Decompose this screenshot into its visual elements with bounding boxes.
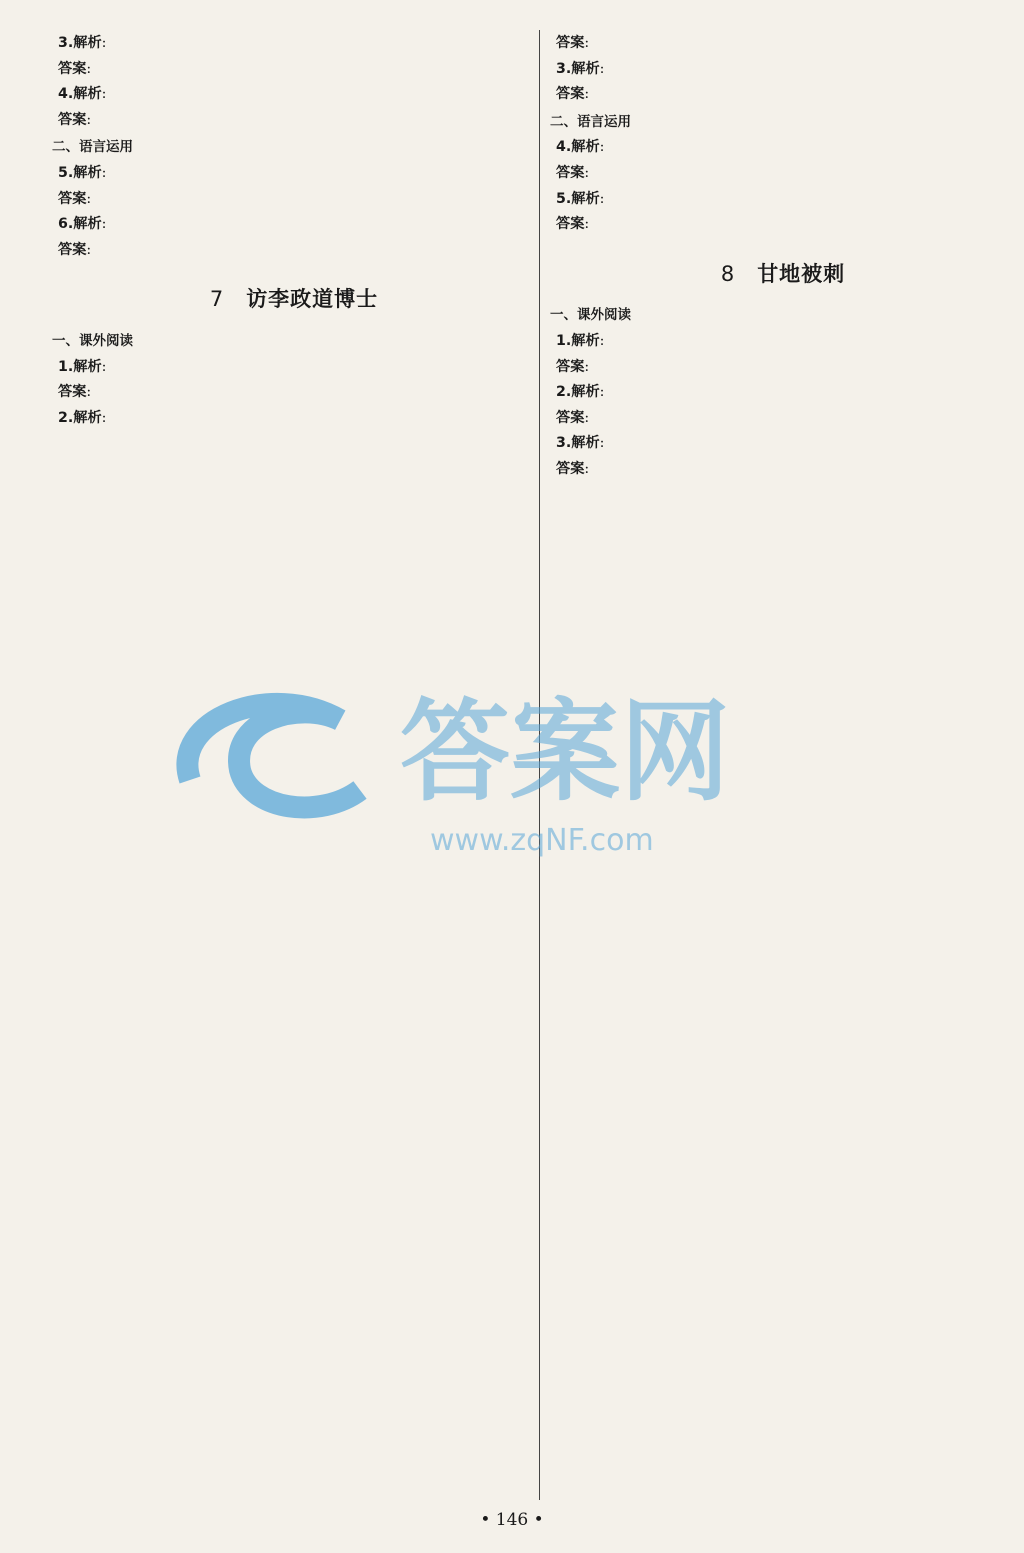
answer-label: 答案 (556, 164, 585, 181)
question-number: 1. (58, 358, 74, 375)
analysis-label: 解析 (571, 435, 600, 452)
answer-item-6: 6.解析: (58, 216, 107, 233)
answer-label: 答案 (58, 241, 87, 258)
answer-label: 答案 (556, 460, 585, 477)
answer-block: 答案: (58, 384, 92, 401)
answer-item-3: 3.解析: (556, 435, 605, 452)
question-number: 6. (58, 216, 74, 233)
answer-label: 答案 (58, 60, 87, 77)
question-number: 2. (58, 409, 74, 426)
watermark-logo (150, 660, 840, 860)
answer-block: 答案: (556, 86, 590, 103)
section-heading: 二、语言运用 (550, 113, 631, 130)
section-heading: 一、课外阅读 (52, 332, 133, 349)
lesson-number: 8 (720, 261, 736, 286)
question-number: 3. (556, 60, 572, 77)
question-number: 4. (58, 86, 74, 103)
question-number: 3. (556, 435, 572, 452)
analysis-label: 解析 (73, 216, 102, 233)
question-number: 1. (556, 332, 572, 349)
analysis-label: 解析 (73, 164, 102, 181)
answer-item-2: 2.解析: (556, 384, 605, 401)
question-number: 5. (58, 164, 74, 181)
lesson-name: 访李政道博士 (246, 287, 379, 312)
analysis-label: 解析 (73, 358, 102, 375)
answer-label: 答案 (556, 35, 585, 51)
question-number: 2. (556, 384, 572, 401)
answer-block: 答案: (58, 190, 92, 207)
answer-label: 答案 (556, 409, 585, 426)
analysis-label: 解析 (73, 409, 102, 426)
analysis-label: 解析 (571, 190, 600, 207)
analysis-label: 解析 (571, 60, 600, 77)
watermark-url: www.zqNF.com (430, 823, 654, 858)
analysis-label: 解析 (571, 139, 600, 156)
right-column (550, 32, 1010, 484)
answer-block: 答案: (58, 111, 92, 128)
answer-item-5: 5.解析: (58, 164, 107, 181)
answer-block: 答案: (556, 358, 590, 375)
answer-item-4: 4.解析: (556, 139, 605, 156)
answer-label: 答案 (556, 86, 585, 103)
analysis-label: 解析 (73, 86, 102, 103)
watermark-text: 答案网 (400, 688, 730, 816)
answer-label: 答案 (58, 111, 87, 128)
analysis-label: 解析 (73, 35, 102, 51)
answer-item-3: 3.解析: (58, 35, 107, 51)
lesson-name: 甘地被刺 (757, 261, 846, 286)
answer-block: 答案: (556, 460, 590, 477)
answer-label: 答案 (58, 384, 87, 401)
question-number: 5. (556, 190, 572, 207)
answer-item-2: 2.解析: (58, 409, 107, 426)
answer-label: 答案 (556, 216, 585, 233)
left-column (52, 32, 530, 432)
answer-item-1: 1.解析: (58, 358, 107, 375)
answer-block: 答案: (58, 60, 92, 77)
answer-item-5: 5.解析: (556, 190, 605, 207)
answer-item-3: 3.解析: (556, 60, 605, 77)
answer-item-4: 4.解析: (58, 86, 107, 103)
analysis-label: 解析 (571, 332, 600, 349)
lesson-title (556, 263, 1010, 287)
answer-block: 答案: (556, 216, 590, 233)
analysis-label: 解析 (571, 384, 600, 401)
answer-block: 答案: (58, 241, 92, 258)
section-heading: 一、课外阅读 (550, 307, 631, 324)
column-divider (539, 30, 540, 1500)
answer-label: 答案 (556, 358, 585, 375)
answer-block: 答案: (556, 35, 590, 51)
question-number: 3. (58, 35, 74, 51)
answer-label: 答案 (58, 190, 87, 207)
answer-item-1: 1.解析: (556, 332, 605, 349)
lesson-number: 7 (209, 287, 225, 312)
answer-block: 答案: (556, 164, 590, 181)
question-number: 4. (556, 139, 572, 156)
section-heading: 二、语言运用 (52, 139, 133, 156)
lesson-title (58, 288, 530, 312)
answer-block: 答案: (556, 409, 590, 426)
page-number: • 146 • (480, 1510, 544, 1530)
